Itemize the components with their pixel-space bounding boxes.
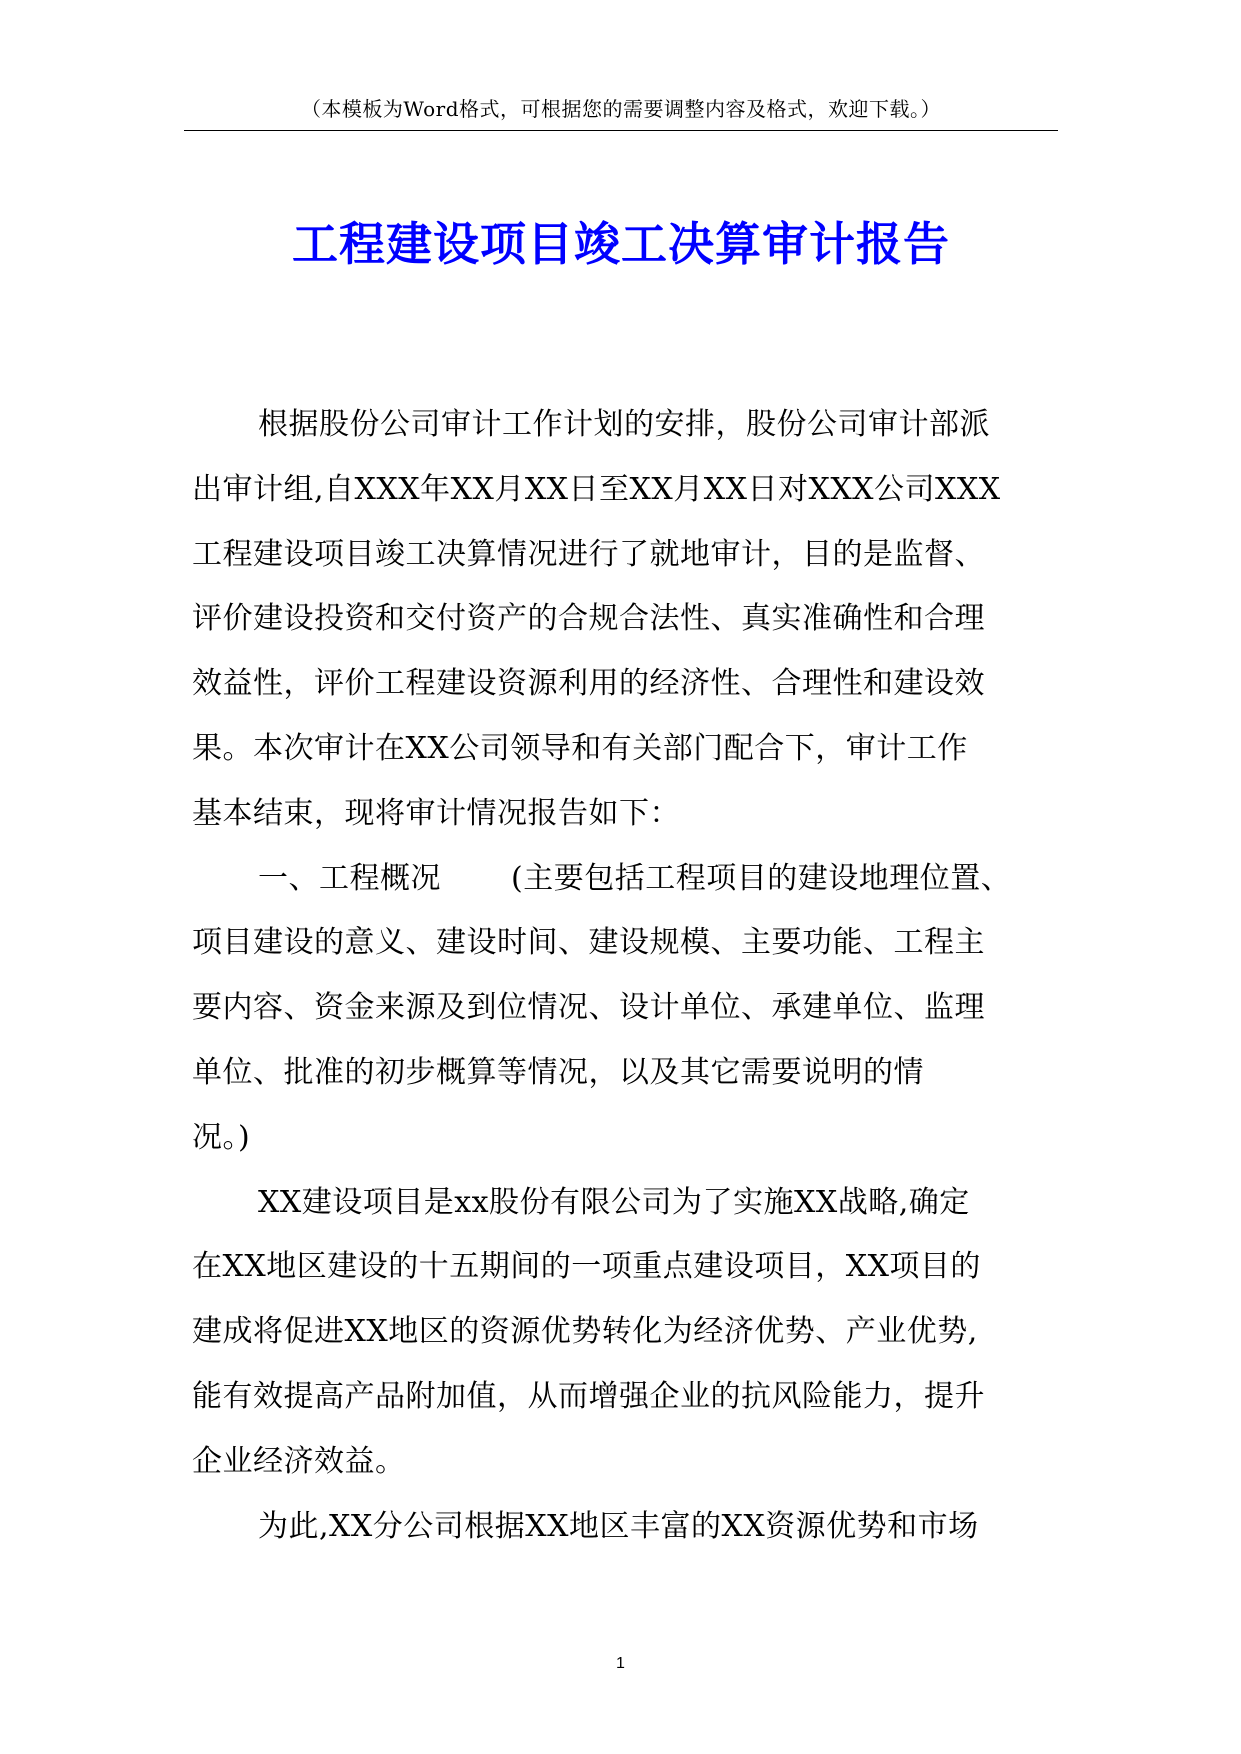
paragraph-line: 况。): [192, 1119, 251, 1155]
paragraph-line: 根据股份公司审计工作计划的安排，股份公司审计部派: [258, 407, 990, 442]
paragraph-line: 能有效提高产品附加值，从而增强企业的抗风险能力，提升: [192, 1378, 985, 1414]
section-heading-line: [192, 847, 1072, 912]
document-body: [192, 393, 1072, 1559]
paragraph-line: 要内容、资金来源及到位情况、设计单位、承建单位、监理: [192, 990, 985, 1026]
paragraph-line: 工程建设项目竣工决算情况进行了就地审计，目的是监督、: [192, 536, 985, 572]
paragraph-line: 基本结束，现将审计情况报告如下：: [192, 795, 680, 831]
paragraph-line: 效益性，评价工程建设资源利用的经济性、合理性和建设效: [192, 666, 985, 702]
paragraph-line: 项目建设的意义、建设时间、建设规模、主要功能、工程主: [192, 925, 985, 961]
paragraph-line: XX建设项目是xx股份有限公司为了实施XX战略,确定: [258, 1184, 970, 1220]
paragraph-text: (主要包括工程项目的建设地理位置、: [511, 860, 1012, 896]
page-number: 1: [616, 1655, 625, 1672]
template-note-header: （本模板为Word格式，可根据您的需要调整内容及格式，欢迎下载。）: [300, 97, 942, 121]
paragraph-line: 出审计组,自XXX年XX月XX日至XX月XX日对XXX公司XXX: [192, 471, 1001, 507]
paragraph-line: 评价建设投资和交付资产的合规合法性、真实准确性和合理: [192, 601, 985, 637]
paragraph-line: 建成将促进XX地区的资源优势转化为经济优势、产业优势,: [192, 1314, 978, 1350]
section-heading: 一、工程概况: [258, 860, 441, 896]
paragraph-line: 为此,XX分公司根据XX地区丰富的XX资源优势和市场: [258, 1508, 979, 1544]
paragraph-line: 企业经济效益。: [192, 1443, 406, 1479]
paragraph-line: 单位、批准的初步概算等情况，以及其它需要说明的情: [192, 1054, 924, 1090]
document-title: 工程建设项目竣工决算审计报告: [292, 217, 950, 271]
paragraph-line: 果。本次审计在XX公司领导和有关部门配合下，审计工作: [192, 730, 968, 766]
paragraph-line: 在XX地区建设的十五期间的一项重点建设项目，XX项目的: [192, 1249, 981, 1285]
header-divider: [184, 130, 1058, 131]
